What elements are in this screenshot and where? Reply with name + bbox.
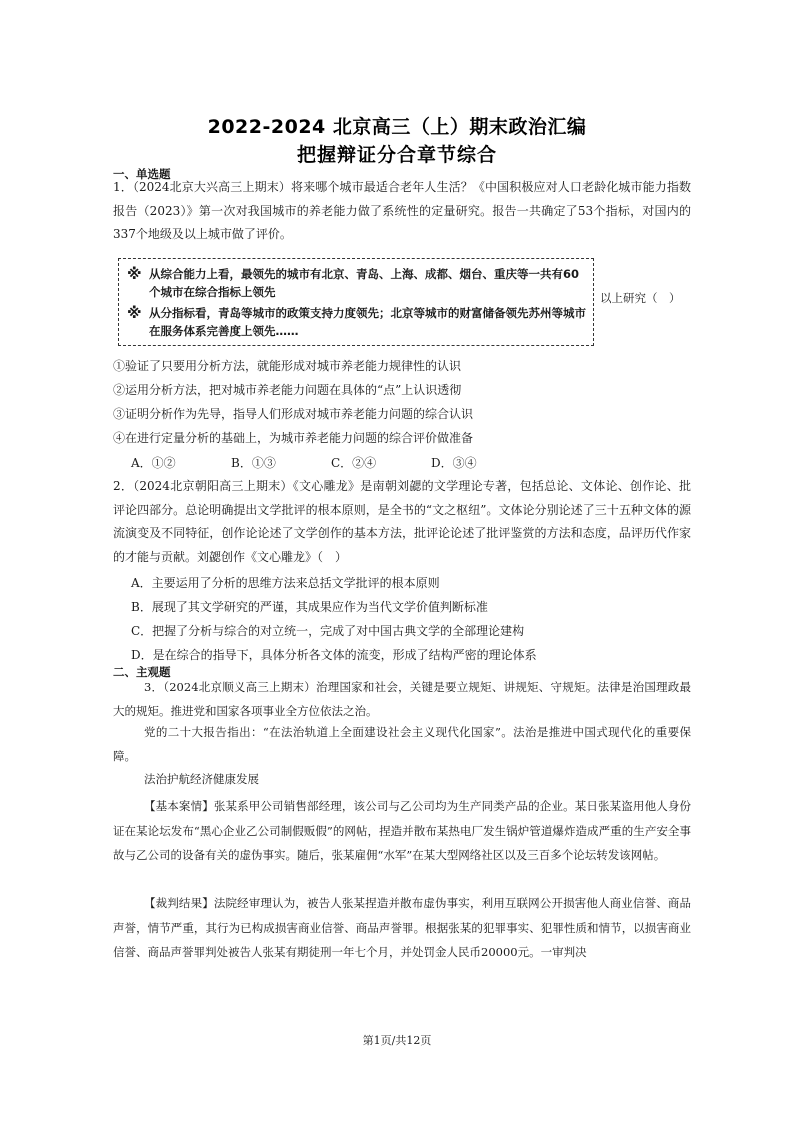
- q1-option-d: D．③④: [431, 456, 477, 470]
- section-heading-subjective: 二、主观题: [113, 665, 171, 679]
- q3-case-description: 【基本案情】张某系甲公司销售部经理，该公司与乙公司均为生产同类产品的企业。某日张某盗用他人身份证在某论坛发布“黑心企业乙公司制假贩假”的网帖，捏造并散布某热电厂发生锅炉管道爆炸造成严重的生产安全事故与乙公司的设备有关的虚伪事实。随后，张某雇佣“水军”在某大型网络社区以及三百多个论坛转发该网帖。: [113, 799, 691, 862]
- reference-mark-icon: ※: [127, 304, 142, 322]
- q1-box-item-2: [127, 304, 587, 340]
- q3-paragraph-1: 3．（2024北京顺义高三上期末）治理国家和社会，关键是要立规矩、讲规矩、守规矩。法律是治国理政最大的规矩。推进党和国家各项事业全方位依法之治。: [113, 680, 691, 718]
- q2-option-b: B．展现了其文学研究的严谨，其成果应作为当代文学价值判断标准: [131, 600, 488, 614]
- q1-box-item-1: [127, 265, 587, 301]
- q2-option-c: C．把握了分析与综合的对立统一，完成了对中国古典文学的全部理论建构: [131, 624, 525, 638]
- q2-option-d: D．是在综合的指导下，具体分析各文体的流变，形成了结构严密的理论体系: [131, 648, 537, 662]
- q1-option-b: B．①③: [231, 456, 276, 470]
- document-subtitle: 把握辩证分合章节综合: [296, 144, 497, 166]
- q3-subheading: 法治护航经济健康发展: [144, 772, 259, 786]
- q1-options: [131, 454, 691, 471]
- q2-option-a: A．主要运用了分析的思维方法来总括文学批评的根本原则: [131, 576, 440, 590]
- q1-statement-1: ①验证了只要用分析方法，就能形成对城市养老能力规律性的认识: [113, 359, 462, 373]
- q1-data-box: [118, 258, 594, 346]
- q1-box-item-1-text: 从综合能力上看，最领先的城市有北京、青岛、上海、成都、烟台、重庆等一共有60个城市在综合指标上领先: [149, 267, 579, 299]
- q1-box-item-2-text: 从分指标看，青岛等城市的政策支持力度领先；北京等城市的财富储备领先苏州等城市在服务体系完善度上领先……: [149, 306, 586, 338]
- q1-box-side-prompt: 以上研究（ ）: [600, 291, 681, 305]
- page-number: 第1页/共12页: [362, 1034, 432, 1047]
- q1-statement-3: ③证明分析作为先导，指导人们形成对城市养老能力问题的综合认识: [113, 407, 474, 421]
- document-title: 2022-2024 北京高三（上）期末政治汇编: [207, 116, 587, 138]
- section-heading-single-choice: 一、单选题: [113, 167, 171, 181]
- q1-statement-2: ②运用分析方法，把对城市养老能力问题在具体的“点”上认识透彻: [113, 383, 462, 397]
- q1-option-c: C．②④: [331, 456, 377, 470]
- question-2-stem: 2．（2024北京朝阳高三上期末）《文心雕龙》是南朝刘勰的文学理论专著，包括总论、文体论、创作论、批评论四部分。总论明确提出文学批评的根本原则，是全书的“文之枢纽”。文体论分别论述了三十五种文体的源流演变及不同特征，创作论论述了文学创作的基本方法，批评论论述了批评鉴赏的方法和态度，品评历代作家的才能与贡献。刘勰创作《文心雕龙》（ ）: [113, 479, 691, 564]
- question-1-stem: 1．（2024北京大兴高三上期末）将来哪个城市最适合老年人生活？《中国积极应对人口老龄化城市能力指数报告（2023）》第一次对我国城市的养老能力做了系统性的定量研究。报告一共确定了53个指标，对国内的337个地级及以上城市做了评价。: [113, 180, 691, 241]
- q3-paragraph-2: 党的二十大报告指出：“在法治轨道上全面建设社会主义现代化国家”。法治是推进中国式现代化的重要保障。: [113, 725, 691, 763]
- q1-statement-4: ④在进行定量分析的基础上，为城市养老能力问题的综合评价做准备: [113, 431, 474, 445]
- reference-mark-icon: ※: [127, 265, 142, 283]
- q3-judgment-result: 【裁判结果】法院经审理认为，被告人张某捏造并散布虚伪事实，利用互联网公开损害他人商业信誉、商品声誉，情节严重，其行为已构成损害商业信誉、商品声誉罪。根据张某的犯罪事实、犯罪性质和情节，以损害商业信誉、商品声誉罪判处被告人张某有期徒刑一年七个月，并处罚金人民币20000元。一审判决: [113, 896, 691, 959]
- q1-option-a: A．①②: [131, 456, 176, 470]
